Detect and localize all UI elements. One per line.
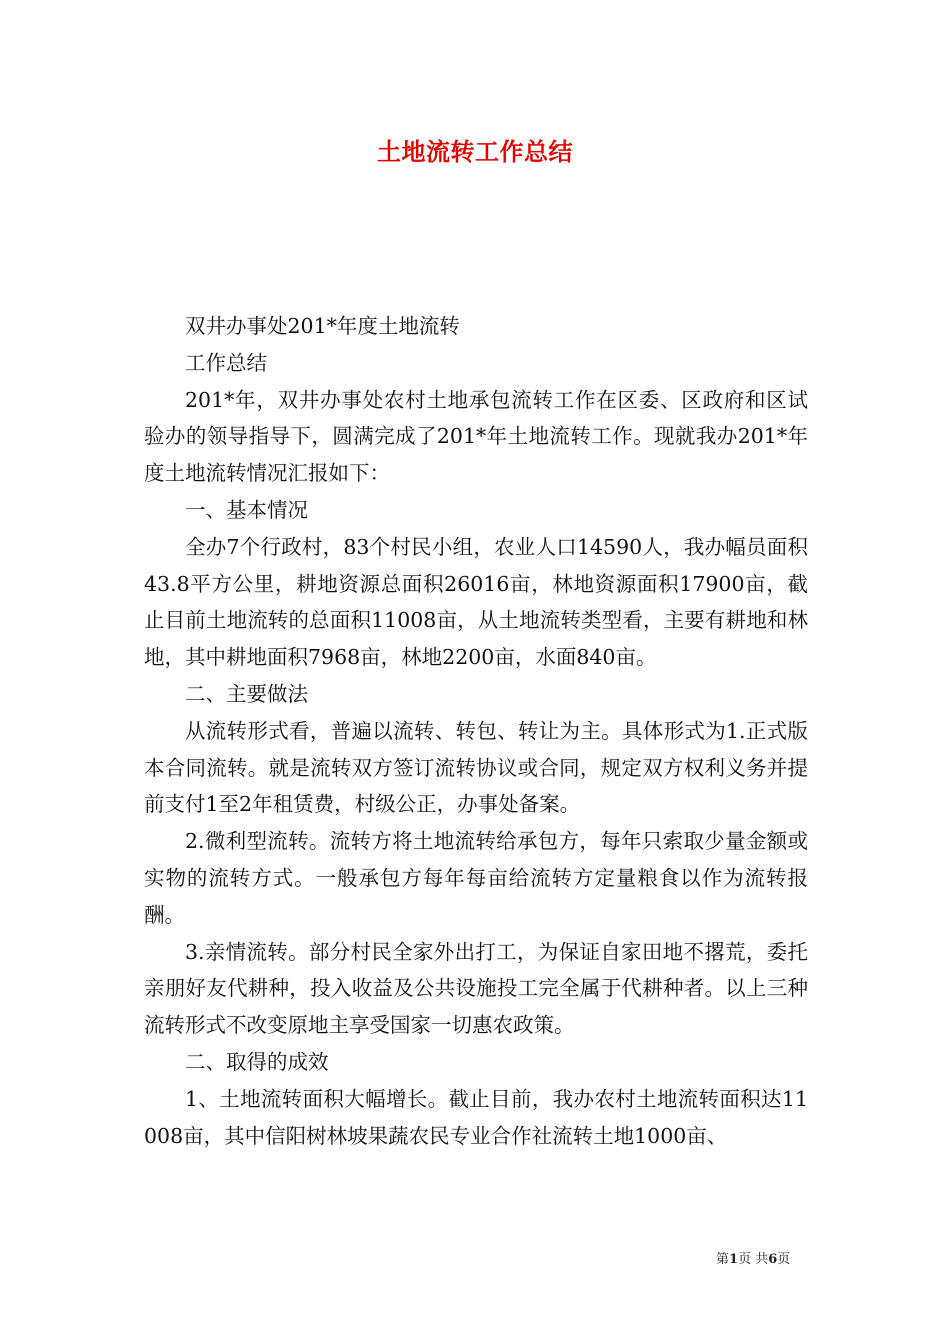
section-heading: 二、主要做法 — [185, 681, 308, 706]
paragraph: 工作总结 — [185, 350, 267, 375]
page-current: 1 — [729, 1252, 739, 1267]
paragraph: 1、土地流转面积大幅增长。截止目前，我办农村土地流转面积达11008亩，其中信阳树林坡果蔬农民专业合作社流转土地1000亩、 — [144, 1086, 808, 1148]
page-number-footer — [716, 1248, 826, 1267]
paragraph: 3.亲情流转。部分村民全家外出打工，为保证自家田地不撂荒，委托亲朋好友代耕种，投入收益及公共设施投工完全属于代耕种者。以上三种流转形式不改变原地主享受国家一切惠农政策。 — [144, 939, 808, 1038]
page-total: 6 — [768, 1252, 778, 1267]
page-prefix: 第 — [716, 1252, 730, 1267]
paragraph: 双井办事处201*年度土地流转 — [185, 314, 460, 338]
paragraph: 全办7个行政村，83个村民小组，农业人口14590人，我办幅员面积43.8平方公里，耕地资源总面积26016亩，林地资源面积17900亩，截止目前土地流转的总面积11008亩，从土地流转类型看，主要有耕地和林地，其中耕地面积7968亩，林地2200亩，水面840亩。 — [144, 534, 808, 670]
paragraph: 201*年，双井办事处农村土地承包流转工作在区委、区政府和区试验办的领导指导下，圆满完成了201*年土地流转工作。现就我办201*年度土地流转情况汇报如下： — [144, 387, 808, 486]
paragraph: 2.微利型流转。流转方将土地流转给承包方，每年只索取少量金额或实物的流转方式。一般承包方每年每亩给流转方定量粮食以作为流转报酬。 — [144, 829, 808, 927]
section-heading: 二、取得的成效 — [185, 1049, 329, 1074]
document-title: 土地流转工作总结 — [377, 137, 573, 166]
document-body — [144, 308, 808, 1154]
page-suffix: 页 — [777, 1252, 791, 1267]
page-middle: 页 共 — [738, 1252, 769, 1267]
paragraph: 从流转形式看，普遍以流转、转包、转让为主。具体形式为1.正式版本合同流转。就是流转双方签订流转协议或合同，规定双方权利义务并提前支付1至2年租赁费，村级公正，办事处备案。 — [144, 718, 808, 817]
section-heading: 一、基本情况 — [185, 497, 308, 522]
